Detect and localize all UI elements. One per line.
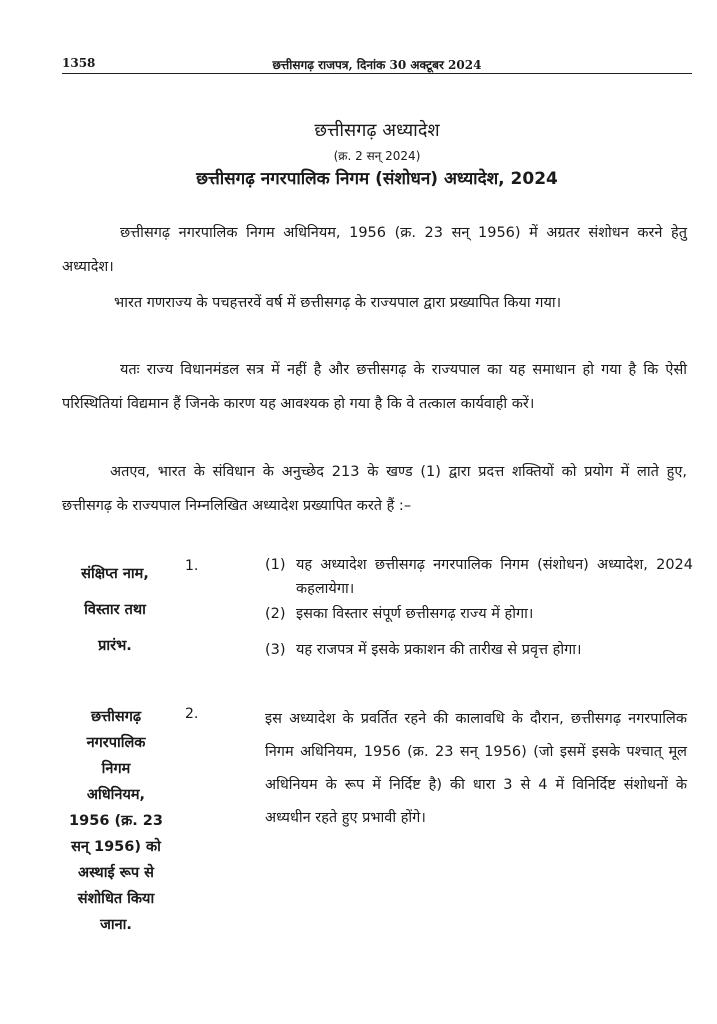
- marginal-note-line: निगम: [101, 761, 131, 777]
- preamble-paragraph-4: अतएव, भारत के संविधान के अनुच्छेद 213 के खण्ड (1) द्वारा प्रदत्त शक्तियों को प्रयोग में लाते हुए, छत्तीसगढ़ के राज्यपाल निम्नलिखित अध्यादेश प्रख्यापित करते हैं :–: [62, 464, 687, 514]
- marginal-note-line: संक्षिप्त नाम,: [81, 566, 149, 582]
- marginal-note-line: जाना.: [100, 917, 132, 933]
- clause-number: (2): [265, 606, 286, 622]
- marginal-note-line: 1956 (क्र. 23: [69, 813, 163, 829]
- ordinance-heading: छत्तीसगढ़ अध्यादेश: [314, 120, 440, 141]
- clause-number: (1): [265, 557, 286, 573]
- marginal-note-line: संशोधित किया: [77, 891, 155, 907]
- page-header: [62, 50, 692, 74]
- clause-text: इसका विस्तार संपूर्ण छत्तीसगढ़ राज्य में होगा।: [296, 606, 534, 622]
- preamble-paragraph-3: यतः राज्य विधानमंडल सत्र में नहीं है और छत्तीसगढ़ के राज्यपाल का यह समाधान हो गया है कि ऐसी परिस्थितियां विद्यमान हैं जिनके कारण यह आवश्यक हो गया है कि वे तत्काल कार्यवाही करें।: [62, 362, 687, 412]
- clause-text: यह राजपत्र में इसके प्रकाशन की तारीख से प्रवृत्त होगा।: [296, 642, 582, 658]
- gazette-title: छत्तीसगढ़ राजपत्र, दिनांक 30 अक्टूबर 2024: [272, 58, 482, 72]
- section-2-text: इस अध्यादेश के प्रवर्तित रहने की कालावधि के दौरान, छत्तीसगढ़ नगरपालिक निगम अधिनियम, 1956 (क्र. 23 सन् 1956) (जो इसमें इसके पश्चात् मूल अधिनियम के रूप में निर्दिष्ट है) की धारा 3 से 4 में विनिर्दिष्ट संशोधनों के अध्यधीन रहते हुए प्रभावी होंगे।: [265, 711, 687, 826]
- marginal-note-line: विस्तार तथा: [84, 602, 146, 618]
- section-1-clause-1: [265, 553, 693, 601]
- ordinance-title: छत्तीसगढ़ नगरपालिक निगम (संशोधन) अध्यादेश, 2024: [196, 169, 558, 189]
- clause-number: (3): [265, 642, 286, 658]
- ordinance-number: (क्र. 2 सन् 2024): [333, 149, 421, 163]
- marginal-note-line: सन् 1956) को: [71, 839, 161, 855]
- marginal-note-line: अस्थाई रूप से: [78, 865, 154, 881]
- header-rule: [62, 73, 692, 74]
- marginal-note-line: नगरपालिक: [86, 735, 146, 751]
- section-2-marginal-note: [52, 704, 180, 938]
- page-number: 1358: [62, 56, 96, 70]
- marginal-note-line: प्रारंभ.: [98, 638, 132, 654]
- section-1-number: 1.: [185, 558, 199, 574]
- preamble-paragraph-2: भारत गणराज्य के पचहत्तरवें वर्ष में छत्तीसगढ़ के राज्यपाल द्वारा प्रख्यापित किया गया।: [114, 295, 562, 311]
- clause-text: यह अध्यादेश छत्तीसगढ़ नगरपालिक निगम (संशोधन) अध्यादेश, 2024 कहलायेगा।: [296, 557, 693, 597]
- section-1-clause-2: [265, 602, 693, 626]
- section-1-marginal-note: [55, 556, 175, 664]
- section-1-clause-3: [265, 638, 693, 662]
- preamble-paragraph-1: छत्तीसगढ़ नगरपालिक निगम अधिनियम, 1956 (क्र. 23 सन् 1956) में अग्रतर संशोधन करने हेतु अध्यादेश।: [62, 225, 687, 275]
- marginal-note-line: अधिनियम,: [86, 787, 146, 803]
- section-2-number: 2.: [185, 706, 199, 722]
- marginal-note-line: छत्तीसगढ़: [90, 709, 142, 725]
